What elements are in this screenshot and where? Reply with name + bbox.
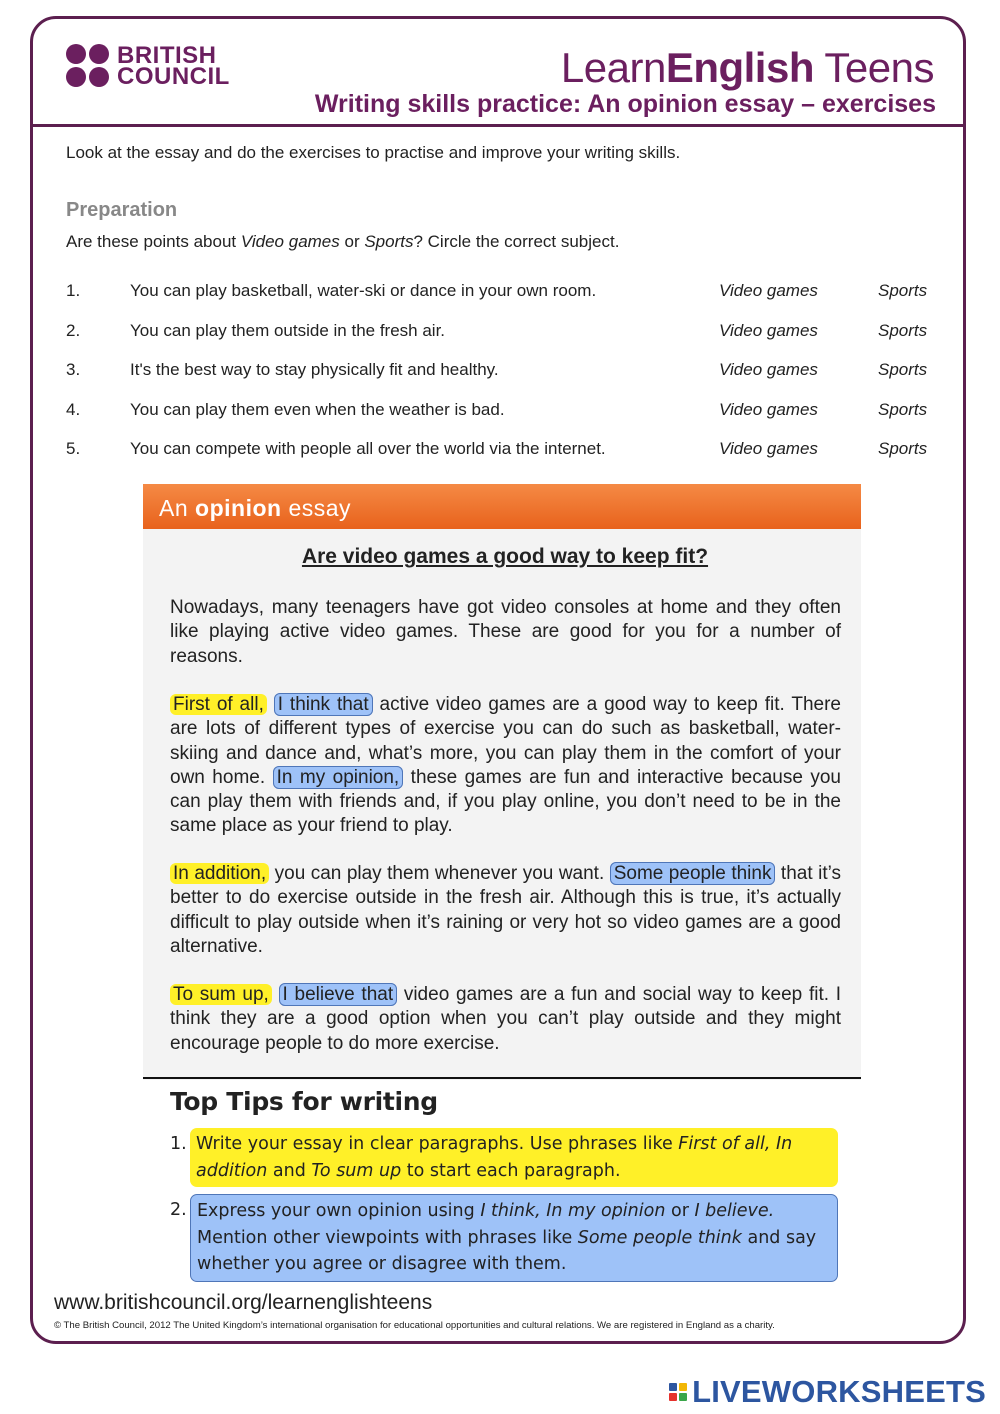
paragraph-text: these games are fun and interactive because you can play them with friends and, if you play online, you don’t need to be in the same place as your friend to play. xyxy=(170,766,841,837)
option-video-games[interactable]: Video games xyxy=(719,320,818,340)
essay-paragraph-2 xyxy=(170,693,841,839)
tip-text: and say whether you agree or disagree with them. xyxy=(197,1227,817,1274)
item-text: It's the best way to stay physically fit and healthy. xyxy=(130,360,499,379)
linker-highlight: First of all, xyxy=(170,694,267,715)
paragraph-text: that it’s better to do exercise outside in the fresh air. Although this is true, it’s actually difficult to play outside when it’s raining or very hot so video games are a good alternative. xyxy=(170,863,841,957)
item-number: 2. xyxy=(66,320,81,340)
essay-band xyxy=(143,484,861,529)
header-divider xyxy=(30,124,966,127)
site-name-part-2: English xyxy=(665,44,814,91)
tips-heading: Top Tips for writing xyxy=(170,1087,438,1116)
band-part-bold: opinion xyxy=(195,495,282,521)
site-name-part-1: Learn xyxy=(560,44,666,91)
british-council-logo xyxy=(66,41,230,90)
tip-text: Write your essay in clear paragraphs. Use phrases like xyxy=(196,1134,679,1154)
intro-text: Look at the essay and do the exercises to practise and improve your writing skills. xyxy=(66,143,681,162)
option-video-games[interactable]: Video games xyxy=(719,399,818,419)
tip-text: Mention other viewpoints with phrases like xyxy=(197,1227,578,1248)
brand-line-2: COUNCIL xyxy=(117,62,230,90)
band-part: An xyxy=(159,495,196,521)
list-item xyxy=(66,271,936,311)
footer-copyright: © The British Council, 2012 The United Kingdom’s international organisation for educational opportunities and cultural relations. We are registered in England as a charity. xyxy=(54,1320,775,1331)
tip-text: Express your own opinion using xyxy=(197,1201,481,1221)
preparation-list xyxy=(66,271,936,469)
option-video-games[interactable]: Video games xyxy=(719,439,818,458)
item-number: 1. xyxy=(66,281,81,300)
tip-box xyxy=(190,1128,838,1187)
preparation-heading: Preparation xyxy=(66,199,178,221)
page-title: Writing skills practice: An opinion essay – exercises xyxy=(314,90,936,118)
tip-text-italic: Some people think xyxy=(577,1227,742,1248)
british-council-dots-icon xyxy=(66,44,109,87)
list-item xyxy=(66,429,936,469)
option-sports[interactable]: Sports xyxy=(878,399,928,419)
essay-title: Are video games a good way to keep fit? xyxy=(301,545,709,568)
item-text: You can play them outside in the fresh air. xyxy=(130,320,446,340)
instr-part: ? Circle the correct subject. xyxy=(413,232,620,251)
paragraph-text: active video games are a good way to keep fit. There are lots of different types of exercise you can do such as basketball, water-skiing and dance and, what’s more, you can play them in the comfort of your own home. xyxy=(170,694,841,788)
preparation-instruction xyxy=(66,232,619,252)
tip-number: 1. xyxy=(170,1134,187,1154)
tip-text-italic: I believe. xyxy=(694,1201,775,1221)
opinion-highlight: Some people think xyxy=(610,862,776,885)
tip-text: to start each paragraph. xyxy=(401,1160,621,1181)
instr-part: Are these points about xyxy=(66,232,241,251)
list-item xyxy=(66,390,936,430)
paragraph-text: you can play them whenever you want. xyxy=(269,863,610,884)
liveworksheets-icon xyxy=(669,1383,687,1401)
tip-text-italic: To sum up xyxy=(311,1160,402,1181)
instr-part-italic: Video games xyxy=(240,232,340,251)
paragraph-text: video games are a fun and social way to keep fit. I think they are a good option when you can’t play outside and they might encourage people to do more exercise. xyxy=(170,984,841,1054)
brand-line-1: BRITISH xyxy=(117,41,217,69)
option-video-games[interactable]: Video games xyxy=(719,360,818,379)
essay-paragraph-3 xyxy=(170,862,841,959)
item-number: 5. xyxy=(66,439,81,458)
footer-url[interactable]: www.britishcouncil.org/learnenglishteens xyxy=(54,1291,433,1314)
item-number: 4. xyxy=(66,399,81,419)
site-name-part-3: Teens xyxy=(814,44,934,91)
liveworksheets-watermark xyxy=(669,1374,986,1410)
item-text: You can play basketball, water-ski or dance in your own room. xyxy=(130,281,597,300)
item-number: 3. xyxy=(66,360,81,379)
tip-text-italic: I think, In my opinion xyxy=(480,1201,666,1221)
option-sports[interactable]: Sports xyxy=(878,320,928,340)
option-sports[interactable]: Sports xyxy=(878,439,928,458)
opinion-highlight: In my opinion, xyxy=(273,766,404,789)
band-part: essay xyxy=(281,495,352,521)
essay-paragraph-1: Nowadays, many teenagers have got video consoles at home and they often like playing active video games. These are good for you for a number of reasons. xyxy=(170,597,841,667)
option-video-games[interactable]: Video games xyxy=(719,281,818,300)
list-item xyxy=(66,311,936,351)
list-item xyxy=(66,350,936,390)
tip-text-italic: First of all, In addition xyxy=(196,1134,793,1181)
learnenglish-teens-logo xyxy=(561,44,934,92)
item-text: You can compete with people all over the world via the internet. xyxy=(130,439,606,458)
opinion-highlight: I believe that xyxy=(279,983,398,1006)
tip-text: or xyxy=(665,1201,695,1221)
linker-highlight: To sum up, xyxy=(170,984,272,1005)
instr-part-italic: Sports xyxy=(364,232,414,251)
watermark-text: LIVEWORKSHEETS xyxy=(692,1374,986,1409)
item-text: You can play them even when the weather is bad. xyxy=(130,399,505,419)
option-sports[interactable]: Sports xyxy=(878,360,928,379)
tip-text: and xyxy=(267,1160,312,1181)
opinion-highlight: I think that xyxy=(274,693,373,716)
tip-box xyxy=(190,1194,838,1282)
essay-paragraph-4 xyxy=(170,983,841,1056)
linker-highlight: In addition, xyxy=(170,863,269,884)
essay-divider xyxy=(143,1077,861,1079)
option-sports[interactable]: Sports xyxy=(878,281,928,300)
instr-part: or xyxy=(339,232,365,251)
tip-number: 2. xyxy=(170,1200,187,1220)
